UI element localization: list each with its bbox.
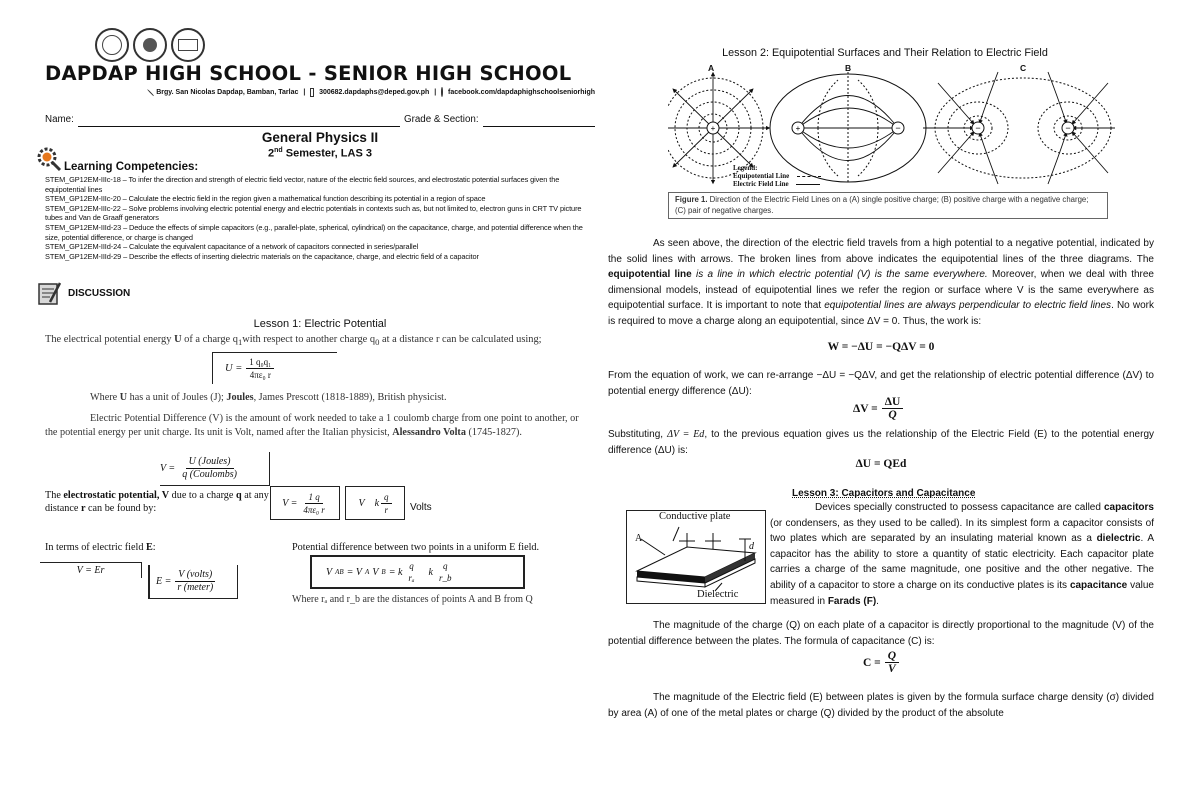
- e-field-equation: [148, 565, 238, 599]
- text: . A capacitor has the ability to store a quantity of static electricity. Each capacitor plate carries a charge of the same magnitude, one positive and the other negative. The ability of a capacitor to store a charge on its conductive plates is its: [770, 533, 1154, 591]
- region-seal-icon: [133, 28, 167, 62]
- semester-title: [45, 147, 595, 160]
- eq-text: B: [381, 568, 386, 576]
- text: The electrical potential energy: [45, 334, 175, 345]
- email-icon: [310, 88, 314, 97]
- numerator: Q: [885, 650, 899, 663]
- text: .: [876, 595, 879, 607]
- fraction: [436, 560, 455, 584]
- denominator: q (Coulombs): [182, 469, 237, 480]
- name-label: Name:: [45, 114, 74, 125]
- diagram-negative-pair: [923, 72, 1115, 184]
- numerator: q: [442, 561, 448, 571]
- fraction: [885, 650, 899, 675]
- coulomb-equation: [345, 486, 405, 520]
- text: . No work is required to move a charge along an equipotential, since ΔV = 0. Thus, the work is:: [608, 300, 1154, 327]
- svg-text:+: +: [710, 124, 716, 133]
- field-equation: V = Er: [40, 562, 142, 578]
- text: U: [119, 392, 128, 403]
- text: , James Prescott (1818-1889), British physicist.: [253, 392, 447, 403]
- competency-item: STEM_GP12EM-IIId-29 – Describe the effects of inserting dielectric materials on the capacitance, charge, and electric field of a capacitor: [45, 251, 479, 261]
- legend-ef-label: Electric Field Line: [733, 180, 789, 188]
- text: 0: [375, 337, 380, 348]
- lesson3-paragraph3: The magnitude of the Electric field (E) between plates is given by the formula surface charge density (σ) divided by area (A) of one of the metal plates or charge (Q) divided by the product of the absolute: [608, 692, 1154, 719]
- text: Moreover, when we deal with three dimensional models, instead of equipotential lines we refer the region or surface where V is the same everywhere as equipotential surface. It is important to note that: [608, 269, 1154, 312]
- text: 1: [237, 337, 243, 348]
- denominator: Q: [888, 409, 897, 421]
- diagram-label-a: A: [708, 63, 715, 73]
- lesson2-paragraph2: From the equation of work, we can re-arrange −ΔU = −QΔV, and get the relationship of electric potential difference (ΔV) to potential energy difference (ΔU):: [608, 370, 1154, 397]
- address-text: Brgy. San Nicolas Dapdap, Bamban, Tarlac: [156, 88, 299, 96]
- field-label: [45, 542, 156, 553]
- potential-difference-text: [45, 412, 580, 439]
- lesson3-paragraph2: The magnitude of the charge (Q) on each plate of a capacitor is directly proportional to the magnitude (V) of the potential difference between the plates. The formula of capacitance (C) is:: [608, 620, 1154, 647]
- caption-text: Direction of the Electric Field Lines on a (A) single positive charge; (B) positive charge with a negative charge; (C) pair of negative charges.: [675, 195, 1089, 215]
- lesson2-title: Lesson 2: Equipotential Surfaces and Their Relation to Electric Field: [722, 47, 1048, 59]
- denominator: V: [888, 663, 896, 675]
- separator: |: [434, 88, 437, 96]
- text: (1745-1827).: [465, 426, 522, 438]
- eq-text: = V: [346, 566, 363, 578]
- lesson3-paragraph1: [770, 500, 1154, 609]
- caption-label: Figure 1.: [675, 195, 708, 204]
- competencies-list: [45, 175, 595, 261]
- numerator: 1 q: [305, 491, 322, 504]
- text: U: [174, 334, 182, 345]
- eq-text: k: [374, 497, 380, 509]
- contact-line: [150, 86, 595, 98]
- competency-item: STEM_GP12EM-IIId-23 – Deduce the effects of simple capacitors (e.g., parallel-plate, spherical, cylindrical) on the capacitance, charge, and potential difference when the size, potential difference, or charge is changed: [45, 222, 583, 242]
- text: (V) is the amount of work needed to take a 1 coulomb charge from one point to another, or the potential energy per unit charge. Its unit is Volt, named after the Italian physicist,: [45, 413, 579, 438]
- fraction: [179, 456, 240, 481]
- conductive-plate-label: Conductive plate: [659, 511, 731, 522]
- legend-ef-row: [733, 180, 821, 188]
- numerator: ΔU: [882, 396, 904, 409]
- denominator: r: [384, 504, 389, 515]
- electrostatic-equation: [270, 486, 340, 520]
- legend: [733, 164, 821, 188]
- text: can be found by:: [85, 502, 157, 514]
- eq-text: C =: [863, 656, 881, 669]
- text: (or condensers, as they used to be called). In its simplest form a capacitor consists of two plates which are separated by an insulating material known as a: [770, 517, 1154, 545]
- text: is a line in which electric potential (V) is the same everywhere.: [691, 269, 988, 281]
- text: E: [145, 542, 153, 553]
- area-label: A: [635, 533, 643, 544]
- legend-eq-label: Equipotential Line: [733, 172, 790, 180]
- eq-text: E =: [156, 576, 172, 587]
- capacitor-figure: [626, 510, 766, 604]
- text: , to the previous equation gives us the relationship of the Electric Field (E) to the potential energy difference (ΔU) is:: [608, 429, 1155, 456]
- text: Joules: [226, 392, 254, 403]
- eq-text: V: [326, 566, 333, 578]
- fraction: [405, 560, 417, 584]
- capacitance-equation: [863, 650, 899, 675]
- school-name: DAPDAP HIGH SCHOOL - SENIOR HIGH SCHOOL: [45, 62, 572, 85]
- numerator: V (volts): [175, 569, 215, 582]
- work-equation: W = −ΔU = −QΔV = 0: [827, 341, 935, 353]
- dashed-line-icon: [797, 176, 821, 177]
- lesson1-intro: [45, 333, 580, 349]
- denominator: rₐ: [408, 573, 415, 583]
- eq-text: k: [428, 566, 433, 578]
- text: q: [235, 490, 242, 501]
- denominator: 4πε₀ r: [249, 370, 271, 380]
- legend-eq-row: [733, 172, 821, 180]
- lesson2-paragraph3: [608, 427, 1154, 458]
- text: capacitors: [1103, 502, 1154, 513]
- text: due to a charge: [169, 490, 236, 501]
- text: equipotential line: [608, 269, 692, 281]
- facebook-text: facebook.com/dapdaphighschoolseniorhigh: [448, 88, 596, 96]
- notebook-icon: [36, 280, 62, 306]
- joules-note: [90, 392, 595, 403]
- fraction: [174, 569, 216, 594]
- school-seal-icon: [171, 28, 205, 62]
- text: dielectric: [1096, 533, 1141, 545]
- eq-text: V: [372, 566, 379, 578]
- email-text: 300682.dapdaphs@deped.gov.ph: [319, 88, 430, 96]
- gear-search-icon: [36, 146, 62, 172]
- discussion-heading: DISCUSSION: [68, 288, 131, 299]
- competency-item: STEM_GP12EM-IIIc-18 – To infer the direction and strength of electric field vector, nature of the electric field sources, and electrostatic potential surfaces given the equipotential lines: [45, 175, 560, 194]
- text: Where: [90, 392, 120, 403]
- potential-energy-equation: [212, 352, 337, 384]
- competency-item: STEM_GP12EM-IIId-24 – Calculate the equivalent capacitance of a network of capacitors connected in series/parallel: [45, 242, 419, 252]
- deped-seal-icon: [95, 28, 129, 62]
- lesson1-title: Lesson 1: Electric Potential: [253, 318, 387, 330]
- text: r: [80, 502, 86, 514]
- text: :: [152, 542, 156, 553]
- eq-text: AB: [335, 568, 344, 576]
- text: value measured in: [770, 579, 1154, 607]
- volts-label: Volts: [410, 502, 432, 513]
- semester-rest: Semester, LAS 3: [282, 147, 372, 160]
- text: has a unit of Joules (J);: [127, 392, 227, 403]
- semester-num: 2: [268, 147, 275, 160]
- distances-note: Where rₐ and r_b are the distances of points A and B from Q: [292, 594, 533, 605]
- text: at any distance: [45, 490, 269, 514]
- eq-text: A: [365, 568, 370, 576]
- numerator: 1 q₀q₁: [246, 356, 274, 369]
- distance-label: d: [749, 541, 754, 552]
- eq-text: V =: [160, 463, 176, 474]
- delta-u-equation: ΔU = QEd: [855, 458, 907, 470]
- text: with respect to another charge q: [242, 334, 376, 345]
- figure-caption: [668, 192, 1108, 219]
- text: Substituting,: [608, 429, 668, 440]
- denominator: r (meter): [177, 582, 214, 593]
- numerator: U (Joules): [186, 456, 234, 469]
- grade-field[interactable]: [483, 117, 595, 127]
- competency-item: STEM_GP12EM-IIIc-20 – Calculate the electric field in the region given a mathematical function describing its potential in a region of space: [45, 194, 486, 204]
- name-field[interactable]: [78, 117, 400, 127]
- eq-text: U =: [225, 363, 243, 374]
- svg-text:−: −: [1065, 123, 1071, 133]
- location-pin-icon: [147, 88, 154, 95]
- eq-text: V =: [282, 497, 298, 509]
- semester-sup: nd: [274, 147, 283, 154]
- fraction: [300, 491, 327, 516]
- eq-text: V: [358, 497, 365, 509]
- text: Farads (F): [827, 595, 877, 607]
- svg-text:−: −: [895, 123, 901, 133]
- fraction: [246, 356, 274, 381]
- text: Electric Potential Difference: [90, 413, 207, 424]
- name-row: [45, 114, 595, 127]
- uniform-field-label: Potential difference between two points in a uniform E field.: [292, 542, 540, 553]
- numerator: q: [381, 491, 392, 504]
- text: As seen above, the direction of the electric field travels from a high potential to a negative potential, indicated by the solid lines with arrows. The broken lines from above indicates the equipotential lines of the three diagrams. The: [608, 238, 1154, 265]
- diagram-label-b: B: [845, 63, 852, 73]
- competencies-heading: Learning Competencies:: [64, 161, 199, 173]
- denominator: r_b: [438, 573, 452, 583]
- text: In terms of electric field: [45, 542, 146, 553]
- subject-title: General Physics II: [261, 130, 379, 145]
- electrostatic-text: [45, 490, 270, 515]
- fraction: [381, 491, 392, 516]
- text: Devices specially constructed to possess capacitance are called: [815, 502, 1104, 513]
- svg-text:+: +: [795, 124, 801, 133]
- lesson3-title: Lesson 3: Capacitors and Capacitance: [792, 488, 976, 499]
- grade-label: Grade & Section:: [403, 114, 479, 125]
- delta-v-equation: [853, 396, 903, 421]
- text: The: [45, 490, 64, 501]
- diagram-label-c: C: [1020, 63, 1027, 73]
- facebook-icon: [441, 87, 443, 97]
- eq-text: ΔV =: [853, 402, 878, 415]
- svg-text:−: −: [975, 123, 981, 133]
- text: at a distance r can be calculated using;: [379, 334, 542, 345]
- denominator: 4πε₀ r: [303, 504, 325, 515]
- numerator: q: [409, 561, 414, 571]
- text: capacitance: [1069, 579, 1128, 591]
- text: electrostatic potential, V: [63, 490, 170, 501]
- solid-line-icon: [796, 184, 820, 185]
- lesson2-paragraph1: [608, 236, 1154, 330]
- capacitor-plates-drawing: [627, 511, 765, 603]
- eq-text: = k: [388, 566, 403, 578]
- fraction: [882, 396, 904, 421]
- text: of a charge q: [181, 334, 238, 345]
- potential-difference-equation: [160, 452, 270, 486]
- text: equipotential lines are always perpendicular to electric field lines: [824, 300, 1112, 312]
- legend-title: Legend:: [733, 164, 758, 172]
- dielectric-label: Dielectric: [697, 589, 739, 600]
- competency-item: STEM_GP12EM-IIIc-22 – Solve problems involving electric potential energy and electric potentials in contexts such as, but not limited to, electron guns in CRT TV picture tubes and Van de Graaff generators: [45, 203, 582, 223]
- text: Alessandro Volta: [392, 426, 466, 438]
- uniform-field-equation: [310, 555, 525, 589]
- text: ΔV = Ed: [667, 429, 705, 440]
- separator: |: [303, 88, 306, 96]
